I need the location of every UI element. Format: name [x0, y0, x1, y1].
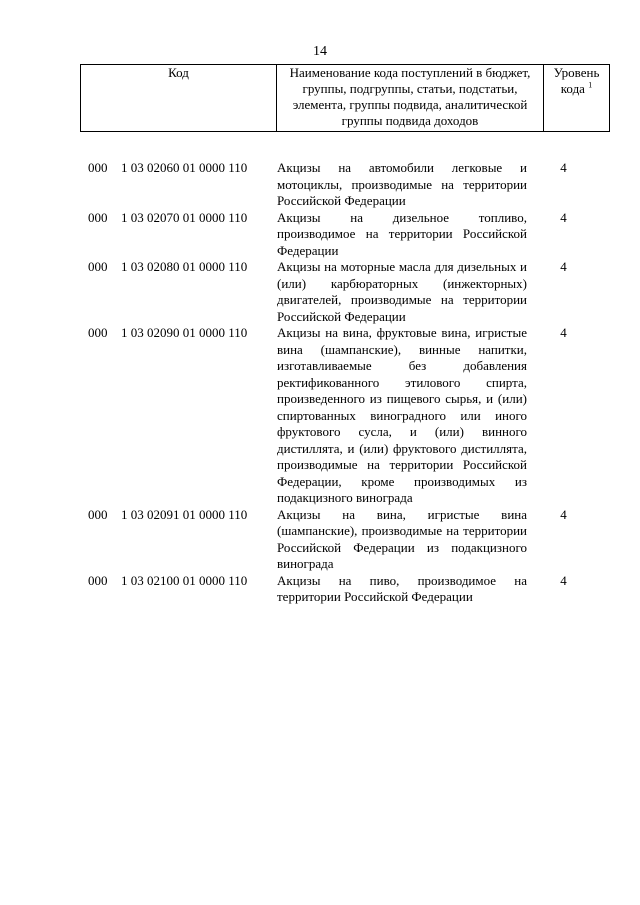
row-group-code: 000: [88, 259, 108, 274]
table-body: [80, 160, 600, 606]
row-name: Акцизы на вина, фруктовые вина, игристые вина (шампанские), винные напитки, изготавливаемые без добавления ректификованного этилового спирта, произведенного из пищевого сырья, и (или) спиртованных виноградного или иного фруктового сусла, и (или) винного дистиллята, и (или) фруктового дистиллята, производимые на территории Российской Федерации, кроме производимых из подакцизного винограда: [277, 325, 527, 505]
code-column-label: Код: [168, 65, 189, 80]
row-level: 4: [560, 160, 567, 175]
code-column-header: [81, 65, 277, 132]
page-number: 14: [313, 44, 327, 59]
table-row: [80, 325, 600, 507]
table-row: [80, 210, 600, 260]
table-header: [80, 64, 610, 132]
row-group-code: 000: [88, 160, 108, 175]
table-row: [80, 507, 600, 573]
row-level: 4: [560, 572, 567, 588]
row-group-code: 000: [88, 506, 108, 522]
name-column-header: [277, 65, 544, 132]
row-name: Акцизы на пиво, производимое на территории Российской Федерации: [277, 572, 527, 604]
row-level: 4: [560, 325, 567, 340]
row-code: 1 03 02070 01 0000 110: [121, 209, 248, 225]
row-name: Акцизы на автомобили легковые и мотоциклы, производимые на территории Российской Федерации: [277, 160, 527, 208]
row-code: 1 03 02060 01 0000 110: [121, 160, 248, 175]
row-group-code: 000: [88, 209, 108, 225]
footnote-marker: 1: [588, 80, 593, 90]
row-group-code: 000: [88, 325, 108, 340]
table-row: [80, 160, 600, 210]
row-name: Акцизы на вина, игристые вина (шампанские), производимые на территории Российской Федерации из подакцизного винограда: [277, 506, 527, 571]
level-column-label: Уровень кода: [553, 65, 600, 96]
level-column-header: [544, 65, 610, 132]
name-column-label: Наименование кода поступлений в бюджет, группы, подгруппы, статьи, подстатьи, элемента, группы подвида, аналитической группы подвида доходов: [289, 65, 531, 128]
row-name: Акцизы на дизельное топливо, производимое на территории Российской Федерации: [277, 209, 527, 258]
row-code: 1 03 02091 01 0000 110: [121, 506, 248, 522]
row-code: 1 03 02080 01 0000 110: [121, 259, 248, 274]
row-group-code: 000: [88, 572, 108, 588]
row-level: 4: [560, 506, 567, 522]
table-row: [80, 573, 600, 606]
row-level: 4: [560, 259, 567, 274]
row-name: Акцизы на моторные масла для дизельных и (или) карбюраторных (инжекторных) двигателей, производимые на территории Российской Федерации: [277, 259, 527, 324]
row-code: 1 03 02100 01 0000 110: [121, 572, 248, 588]
row-level: 4: [560, 209, 567, 225]
row-code: 1 03 02090 01 0000 110: [121, 325, 248, 340]
table-row: [80, 259, 600, 325]
